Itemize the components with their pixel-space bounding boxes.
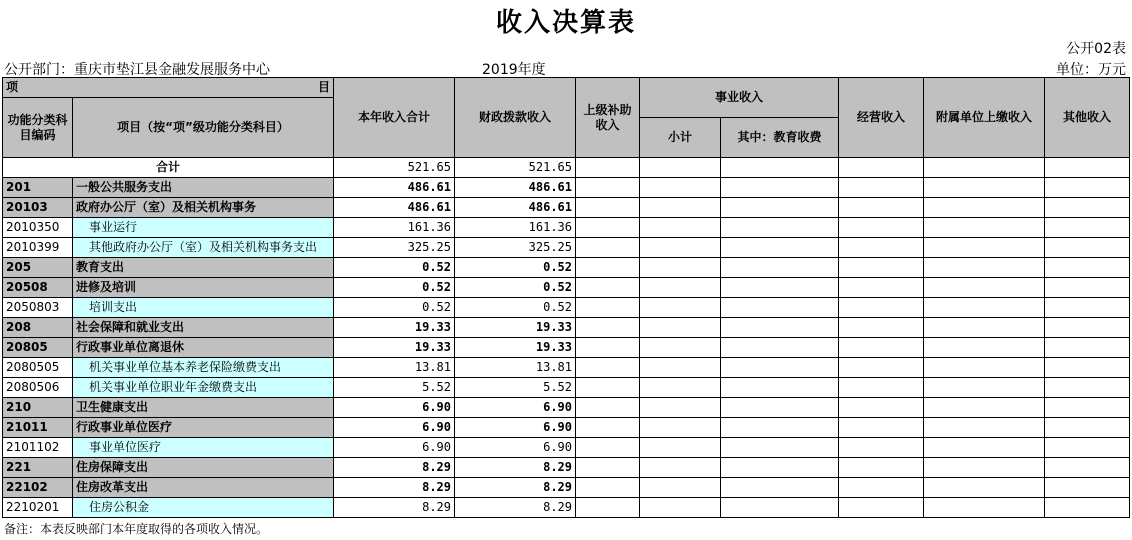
- row-name: 教育支出: [73, 258, 334, 278]
- row-code: 201: [3, 178, 73, 198]
- row-name: 其他政府办公厅（室）及相关机构事务支出: [73, 238, 334, 258]
- header-affiliated: 附属单位上缴收入: [924, 78, 1045, 158]
- empty-cell: [839, 418, 924, 438]
- empty-cell: [924, 178, 1045, 198]
- row-name: 进修及培训: [73, 278, 334, 298]
- row-fiscal: 8.29: [455, 478, 576, 498]
- empty-cell: [924, 498, 1045, 518]
- empty-cell: [839, 218, 924, 238]
- empty-cell: [1045, 378, 1130, 398]
- empty-cell: [640, 298, 721, 318]
- row-code: 20103: [3, 198, 73, 218]
- row-code: 2101102: [3, 438, 73, 458]
- empty-cell: [640, 258, 721, 278]
- row-code: 20508: [3, 278, 73, 298]
- empty-cell: [839, 398, 924, 418]
- empty-cell: [1045, 358, 1130, 378]
- department-label: 公开部门：重庆市垫江县金融发展服务中心: [4, 62, 270, 78]
- empty-cell: [721, 178, 839, 198]
- row-fiscal: 0.52: [455, 298, 576, 318]
- empty-cell: [924, 338, 1045, 358]
- empty-cell: [839, 258, 924, 278]
- row-total: 8.29: [334, 478, 455, 498]
- empty-cell: [576, 298, 640, 318]
- empty-cell: [839, 458, 924, 478]
- row-fiscal: 5.52: [455, 378, 576, 398]
- row-fiscal: 6.90: [455, 398, 576, 418]
- empty-cell: [576, 158, 640, 178]
- row-name: 住房公积金: [73, 498, 334, 518]
- empty-cell: [721, 438, 839, 458]
- empty-cell: [576, 458, 640, 478]
- empty-cell: [721, 218, 839, 238]
- table-row: [3, 458, 1130, 478]
- empty-cell: [721, 378, 839, 398]
- empty-cell: [576, 318, 640, 338]
- row-code: 20805: [3, 338, 73, 358]
- empty-cell: [640, 318, 721, 338]
- row-name: 政府办公厅（室）及相关机构事务: [73, 198, 334, 218]
- unit-label: 单位：万元: [1056, 62, 1126, 78]
- empty-cell: [640, 458, 721, 478]
- empty-cell: [721, 238, 839, 258]
- empty-cell: [640, 418, 721, 438]
- row-code: 208: [3, 318, 73, 338]
- row-fiscal: 19.33: [455, 318, 576, 338]
- row-total: 486.61: [334, 198, 455, 218]
- empty-cell: [1045, 418, 1130, 438]
- row-code: 22102: [3, 478, 73, 498]
- empty-cell: [721, 358, 839, 378]
- empty-cell: [640, 178, 721, 198]
- empty-cell: [721, 198, 839, 218]
- total-fiscal: 521.65: [455, 158, 576, 178]
- table-row: [3, 238, 1130, 258]
- empty-cell: [576, 438, 640, 458]
- row-total: 19.33: [334, 338, 455, 358]
- row-code: 2010399: [3, 238, 73, 258]
- empty-cell: [576, 218, 640, 238]
- row-code: 2080505: [3, 358, 73, 378]
- header-mu: 目: [317, 80, 330, 94]
- empty-cell: [1045, 238, 1130, 258]
- empty-cell: [721, 338, 839, 358]
- header-fiscal: 财政拨款收入: [455, 78, 576, 158]
- empty-cell: [640, 478, 721, 498]
- form-number: 公开02表: [1066, 41, 1126, 57]
- empty-cell: [924, 418, 1045, 438]
- row-total: 13.81: [334, 358, 455, 378]
- empty-cell: [839, 298, 924, 318]
- empty-cell: [924, 218, 1045, 238]
- empty-cell: [721, 278, 839, 298]
- empty-cell: [721, 158, 839, 178]
- row-code: 2050803: [3, 298, 73, 318]
- row-fiscal: 8.29: [455, 498, 576, 518]
- table-row: [3, 498, 1130, 518]
- empty-cell: [839, 158, 924, 178]
- empty-cell: [1045, 398, 1130, 418]
- empty-cell: [1045, 218, 1130, 238]
- row-fiscal: 0.52: [455, 258, 576, 278]
- empty-cell: [721, 318, 839, 338]
- row-code: 221: [3, 458, 73, 478]
- empty-cell: [1045, 258, 1130, 278]
- empty-cell: [576, 358, 640, 378]
- table-row: [3, 398, 1130, 418]
- header-edu: 其中：教育收费: [721, 118, 839, 158]
- header-code: 功能分类科目编码: [3, 98, 73, 158]
- empty-cell: [640, 238, 721, 258]
- row-name: 社会保障和就业支出: [73, 318, 334, 338]
- row-code: 2010350: [3, 218, 73, 238]
- table-row: [3, 258, 1130, 278]
- row-fiscal: 13.81: [455, 358, 576, 378]
- empty-cell: [721, 418, 839, 438]
- row-total: 0.52: [334, 258, 455, 278]
- empty-cell: [640, 198, 721, 218]
- row-name: 事业单位医疗: [73, 438, 334, 458]
- row-code: 210: [3, 398, 73, 418]
- header-business: 事业收入: [640, 78, 839, 118]
- header-xiang-mu: [3, 78, 334, 98]
- row-name: 机关事业单位职业年金缴费支出: [73, 378, 334, 398]
- row-total: 486.61: [334, 178, 455, 198]
- empty-cell: [576, 378, 640, 398]
- empty-cell: [1045, 318, 1130, 338]
- empty-cell: [640, 498, 721, 518]
- empty-cell: [839, 478, 924, 498]
- empty-cell: [640, 278, 721, 298]
- row-code: 205: [3, 258, 73, 278]
- empty-cell: [721, 258, 839, 278]
- empty-cell: [576, 258, 640, 278]
- table-row: [3, 378, 1130, 398]
- row-code: 2080506: [3, 378, 73, 398]
- row-fiscal: 8.29: [455, 458, 576, 478]
- empty-cell: [1045, 498, 1130, 518]
- empty-cell: [576, 478, 640, 498]
- row-total: 325.25: [334, 238, 455, 258]
- empty-cell: [924, 358, 1045, 378]
- row-total: 6.90: [334, 398, 455, 418]
- row-total: 161.36: [334, 218, 455, 238]
- total-row: [3, 158, 1130, 178]
- income-table: [2, 77, 1130, 518]
- row-name: 住房保障支出: [73, 458, 334, 478]
- empty-cell: [640, 378, 721, 398]
- row-name: 行政事业单位医疗: [73, 418, 334, 438]
- empty-cell: [924, 278, 1045, 298]
- empty-cell: [839, 338, 924, 358]
- row-total: 5.52: [334, 378, 455, 398]
- empty-cell: [576, 338, 640, 358]
- row-fiscal: 19.33: [455, 338, 576, 358]
- row-fiscal: 325.25: [455, 238, 576, 258]
- total-label: 合计: [3, 158, 334, 178]
- header-other: 其他收入: [1045, 78, 1130, 158]
- empty-cell: [839, 498, 924, 518]
- table-row: [3, 278, 1130, 298]
- empty-cell: [924, 298, 1045, 318]
- empty-cell: [576, 398, 640, 418]
- empty-cell: [924, 378, 1045, 398]
- empty-cell: [924, 198, 1045, 218]
- table-row: [3, 358, 1130, 378]
- row-name: 培训支出: [73, 298, 334, 318]
- row-fiscal: 6.90: [455, 438, 576, 458]
- empty-cell: [839, 438, 924, 458]
- empty-cell: [839, 378, 924, 398]
- empty-cell: [839, 318, 924, 338]
- row-code: 21011: [3, 418, 73, 438]
- empty-cell: [576, 198, 640, 218]
- table-row: [3, 418, 1130, 438]
- empty-cell: [721, 498, 839, 518]
- row-total: 6.90: [334, 418, 455, 438]
- row-name: 行政事业单位离退休: [73, 338, 334, 358]
- empty-cell: [1045, 338, 1130, 358]
- empty-cell: [839, 198, 924, 218]
- row-fiscal: 161.36: [455, 218, 576, 238]
- empty-cell: [1045, 278, 1130, 298]
- row-fiscal: 486.61: [455, 178, 576, 198]
- table-row: [3, 478, 1130, 498]
- empty-cell: [1045, 298, 1130, 318]
- empty-cell: [924, 158, 1045, 178]
- header-xiang: 项: [6, 80, 19, 94]
- header-item: 项目（按“项”级功能分类科目）: [73, 98, 334, 158]
- row-fiscal: 486.61: [455, 198, 576, 218]
- empty-cell: [576, 498, 640, 518]
- empty-cell: [721, 298, 839, 318]
- empty-cell: [1045, 438, 1130, 458]
- page-title: 收入决算表: [495, 8, 636, 38]
- empty-cell: [924, 438, 1045, 458]
- empty-cell: [576, 238, 640, 258]
- footnote: 备注：本表反映部门本年度取得的各项收入情况。: [4, 522, 269, 536]
- empty-cell: [640, 358, 721, 378]
- empty-cell: [640, 398, 721, 418]
- empty-cell: [721, 478, 839, 498]
- empty-cell: [839, 358, 924, 378]
- table-row: [3, 338, 1130, 358]
- empty-cell: [1045, 178, 1130, 198]
- table-row: [3, 198, 1130, 218]
- row-name: 卫生健康支出: [73, 398, 334, 418]
- header-subtotal: 小计: [640, 118, 721, 158]
- empty-cell: [924, 258, 1045, 278]
- empty-cell: [576, 178, 640, 198]
- empty-cell: [721, 458, 839, 478]
- empty-cell: [640, 158, 721, 178]
- row-fiscal: 0.52: [455, 278, 576, 298]
- row-total: 0.52: [334, 278, 455, 298]
- table-row: [3, 298, 1130, 318]
- header-operating: 经营收入: [839, 78, 924, 158]
- empty-cell: [576, 278, 640, 298]
- empty-cell: [1045, 478, 1130, 498]
- empty-cell: [924, 478, 1045, 498]
- empty-cell: [839, 278, 924, 298]
- row-total: 6.90: [334, 438, 455, 458]
- table-row: [3, 178, 1130, 198]
- row-code: 2210201: [3, 498, 73, 518]
- row-total: 8.29: [334, 498, 455, 518]
- row-total: 0.52: [334, 298, 455, 318]
- header-total: 本年收入合计: [334, 78, 455, 158]
- empty-cell: [576, 418, 640, 438]
- row-total: 19.33: [334, 318, 455, 338]
- empty-cell: [1045, 198, 1130, 218]
- row-name: 事业运行: [73, 218, 334, 238]
- row-name: 一般公共服务支出: [73, 178, 334, 198]
- row-fiscal: 6.90: [455, 418, 576, 438]
- empty-cell: [839, 238, 924, 258]
- empty-cell: [640, 218, 721, 238]
- empty-cell: [1045, 458, 1130, 478]
- header-upper: 上级补助收入: [576, 78, 640, 158]
- row-total: 8.29: [334, 458, 455, 478]
- empty-cell: [640, 338, 721, 358]
- row-name: 机关事业单位基本养老保险缴费支出: [73, 358, 334, 378]
- empty-cell: [924, 398, 1045, 418]
- empty-cell: [721, 398, 839, 418]
- table-row: [3, 218, 1130, 238]
- empty-cell: [839, 178, 924, 198]
- empty-cell: [1045, 158, 1130, 178]
- total-amount: 521.65: [334, 158, 455, 178]
- row-name: 住房改革支出: [73, 478, 334, 498]
- empty-cell: [924, 238, 1045, 258]
- table-row: [3, 318, 1130, 338]
- fiscal-year: 2019年度: [482, 62, 546, 78]
- empty-cell: [924, 458, 1045, 478]
- empty-cell: [640, 438, 721, 458]
- empty-cell: [924, 318, 1045, 338]
- table-row: [3, 438, 1130, 458]
